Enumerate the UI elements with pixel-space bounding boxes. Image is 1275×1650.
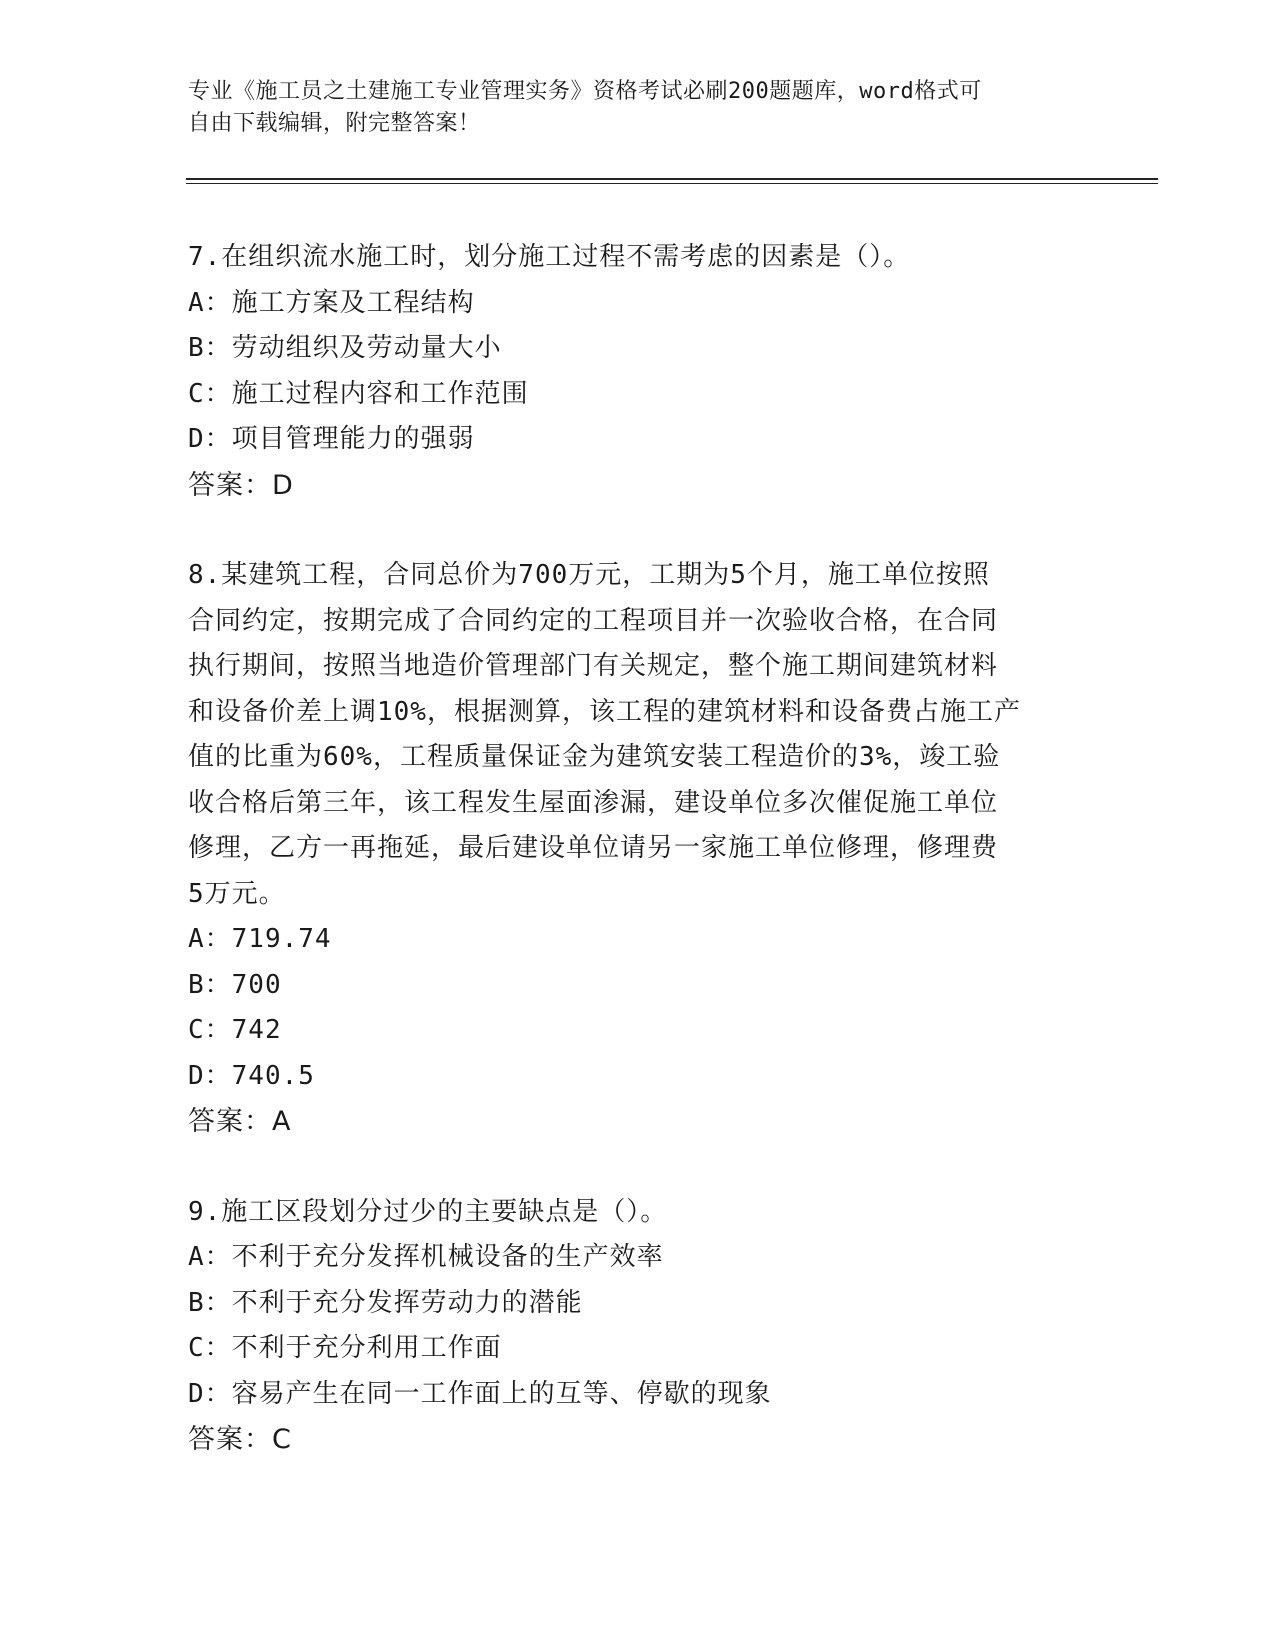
option-c: C：施工过程内容和工作范围 — [188, 378, 529, 409]
question-stem: 5万元。 — [188, 878, 286, 909]
answer: 答案：D — [188, 469, 294, 501]
header-divider-thin — [186, 183, 1158, 184]
option-c: C：不利于充分利用工作面 — [188, 1333, 502, 1363]
question-stem: 9.施工区段划分过少的主要缺点是（）。 — [188, 1196, 668, 1227]
header-line: 自由下载编辑，附完整答案！ — [188, 111, 481, 136]
option-c: C：742 — [188, 1015, 282, 1045]
question-7 — [188, 235, 1088, 508]
header-line: 专业《施工员之土建施工专业管理实务》资格考试必刷200题题库，word格式可 — [188, 79, 982, 104]
option-a: A：不利于充分发挥机械设备的生产效率 — [188, 1242, 664, 1272]
answer: 答案：A — [188, 1106, 292, 1137]
header-divider — [186, 178, 1158, 180]
question-stem: 7.在组织流水施工时，划分施工过程不需考虑的因素是（）。 — [188, 242, 911, 272]
option-b: B：不利于充分发挥劳动力的潜能 — [188, 1287, 583, 1318]
question-9 — [188, 1190, 1088, 1463]
option-d: D：容易产生在同一工作面上的互等、停歇的现象 — [188, 1378, 772, 1409]
question-stem: 修理，乙方一再拖延，最后建设单位请另一家施工单位修理，修理费 — [188, 833, 999, 863]
option-d: D：项目管理能力的强弱 — [188, 424, 475, 454]
question-stem: 8.某建筑工程，合同总价为700万元，工期为5个月，施工单位按照 — [188, 560, 990, 590]
question-stem: 和设备价差上调10%，根据测算，该工程的建筑材料和设备费占施工产 — [188, 696, 1021, 727]
option-a: A：施工方案及工程结构 — [188, 287, 475, 318]
option-d: D：740.5 — [188, 1060, 315, 1091]
question-stem: 收合格后第三年，该工程发生屋面渗漏，建设单位多次催促施工单位 — [188, 787, 999, 818]
question-stem: 值的比重为60%，工程质量保证金为建筑安装工程造价的3%，竣工验 — [188, 742, 1001, 772]
answer: 答案：C — [188, 1424, 292, 1455]
question-list — [188, 235, 1088, 1463]
option-a: A：719.74 — [188, 924, 332, 954]
document-header — [188, 76, 1068, 140]
question-8 — [188, 553, 1088, 1145]
option-b: B：劳动组织及劳动量大小 — [188, 333, 502, 363]
question-stem: 合同约定，按期完成了合同约定的工程项目并一次验收合格，在合同 — [188, 605, 999, 636]
option-b: B：700 — [188, 969, 282, 1000]
question-stem: 执行期间，按照当地造价管理部门有关规定，整个施工期间建筑材料 — [188, 651, 999, 681]
